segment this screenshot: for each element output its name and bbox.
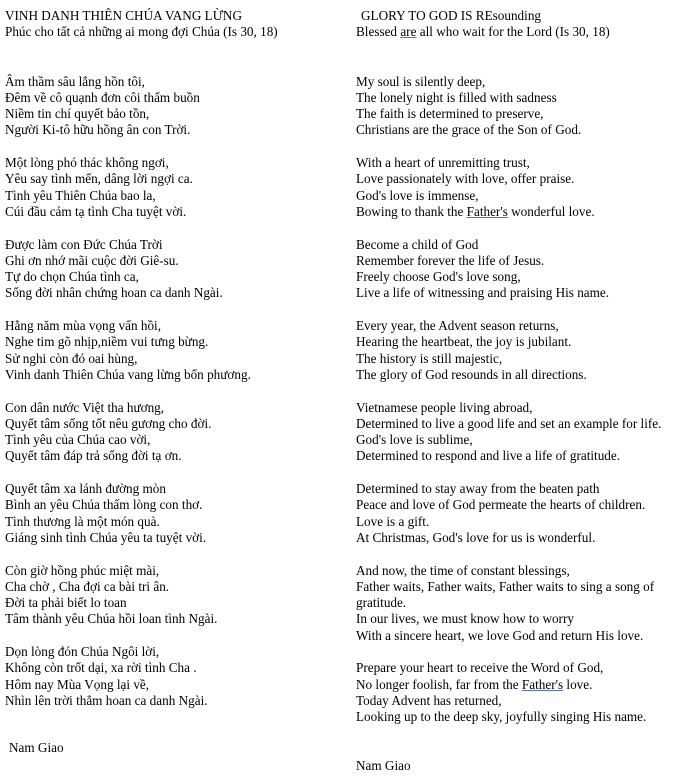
verse-line: No longer foolish, far from the Father's love.: [356, 676, 593, 692]
verse-line: Become a child of God: [356, 236, 479, 252]
verse-line: Quyết tâm xa lánh đường mòn: [5, 481, 166, 497]
english-poem-column: [356, 8, 690, 725]
verse-line: Quyết tâm đáp trả sống đời tạ ơn.: [5, 448, 182, 464]
verse-line: Love passionately with love, offer praise.: [356, 171, 575, 187]
verse-line: Một lòng phó thác không ngơi,: [5, 155, 169, 171]
verse-line: My soul is silently deep,: [356, 73, 486, 89]
verse-line: Tâm thành yêu Chúa hồi loan tình Ngài.: [5, 611, 218, 627]
verse-line: Nghe tim gõ nhịp,niềm vui tưng bừng.: [5, 334, 209, 350]
spellcheck-underline: Father's: [466, 203, 508, 219]
verse-line: Giáng sinh tình Chúa yêu ta tuyệt vời.: [5, 529, 207, 545]
verse-line: Tình thương là một món quà.: [5, 513, 160, 529]
verse-line: Vinh danh Thiên Chúa vang lừng bốn phương.: [5, 366, 251, 382]
verse-line: Vietnamese people living abroad,: [356, 399, 533, 415]
signature-en: Nam Giao: [356, 758, 411, 773]
verse-line: Sống đời nhân chứng hoan ca danh Ngài.: [5, 285, 223, 301]
verse-line: Determined to live a good life and set an example for life.: [356, 415, 662, 431]
verse-line: Được làm con Đức Chúa Trời: [5, 236, 163, 252]
verse-line: Hearing the heartbeat, the joy is jubilant.: [356, 334, 572, 350]
verse-line: At Christmas, God's love for us is wonderful.: [356, 529, 596, 545]
verse-line: Tình yêu Thiên Chúa bao la,: [5, 187, 156, 203]
verse-line: God's love is sublime,: [356, 432, 473, 448]
verse-line: Quyết tâm sống tốt nêu gương cho đời.: [5, 415, 212, 431]
verse-line: Còn giờ hồng phúc miệt mài,: [5, 562, 160, 578]
vietnamese-poem-column: [5, 8, 340, 709]
verse-line: Âm thầm sâu lắng hồn tôi,: [5, 73, 145, 89]
poem-title-vi: VINH DANH THIÊN CHÚA VANG LỪNG: [5, 8, 242, 23]
verse-line: Today Advent has returned,: [356, 692, 502, 708]
verse-line: Tình yêu của Chúa cao vời,: [5, 432, 151, 448]
verse-line: Người Ki-tô hữu hồng ân con Trời.: [5, 122, 191, 138]
poem-title-en: GLORY TO GOD IS REsounding: [361, 8, 542, 23]
verse-line: Tự do chọn Chúa tình ca,: [5, 269, 139, 285]
verse-line: Freely choose God's love song,: [356, 269, 521, 285]
verse-line: In our lives, we must know how to worry: [356, 611, 574, 627]
verse-line: Ghi ơn nhớ mãi cuộc đời Giê-su.: [5, 252, 179, 268]
verse-line: Đêm về cô quạnh đơn côi thẩm buồn: [5, 89, 200, 105]
verse-line: Con dân nước Việt tha hương,: [5, 399, 165, 415]
spellcheck-underline: Father's: [521, 676, 564, 692]
verse-line: Peace and love of God permeate the hearts of children.: [356, 497, 646, 513]
verse-line: Christians are the grace of the Son of God.: [356, 122, 582, 138]
verse-line: Bowing to thank the Father's wonderful love.: [356, 203, 595, 219]
poem-subtitle-vi: Phúc cho tất cả những ai mong đợi Chúa (Is 30, 18): [5, 24, 278, 40]
verse-line: The faith is determined to preserve,: [356, 106, 544, 122]
verse-line: Dọn lòng đón Chúa Ngôi lời,: [5, 643, 160, 659]
verse-line: Prepare your heart to receive the Word of God,: [356, 660, 604, 676]
verse-line: Cúi đầu cảm tạ tình Cha tuyệt vời.: [5, 203, 187, 219]
verse-line: Niềm tin chí quyết bảo tồn,: [5, 106, 150, 122]
verse-line: Hằng năm mùa vọng vấn hồi,: [5, 318, 162, 334]
verse-line: Nhìn lên trời thẳm hoan ca danh Ngài.: [5, 692, 208, 708]
spellcheck-underline: are: [400, 24, 417, 40]
verse-line: Father waits, Father waits, Father waits to sing a song of gratitude.: [356, 578, 655, 611]
verse-line: The history is still majestic,: [356, 350, 503, 366]
verse-line: Đời ta phải biết lo toan: [5, 595, 127, 611]
verse-line: And now, the time of constant blessings,: [356, 562, 570, 578]
verse-line: Bình an yêu Chúa thấm lòng con thơ.: [5, 497, 203, 513]
verse-line: With a sincere heart, we love God and return His love.: [356, 627, 644, 643]
verse-line: The glory of God resounds in all directions.: [356, 366, 587, 382]
verse-line: With a heart of unremitting trust,: [356, 155, 530, 171]
poem-subtitle-en: Blessed are all who wait for the Lord (Is 30, 18): [356, 24, 610, 40]
verse-line: Remember forever the life of Jesus.: [356, 252, 545, 268]
verse-line: Yêu say tình mến, dâng lời ngợi ca.: [5, 171, 193, 187]
verse-line: Determined to stay away from the beaten path: [356, 481, 600, 497]
verse-line: The lonely night is filled with sadness: [356, 89, 557, 105]
verse-line: Không còn trốt dại, xa rời tình Cha .: [5, 660, 197, 676]
verse-line: Looking up to the deep sky, joyfully singing His name.: [356, 709, 647, 725]
signature-vi: Nam Giao: [9, 740, 64, 755]
verse-line: Cha chờ , Cha đợi ca bài tri ân.: [5, 578, 170, 594]
verse-line: Live a life of witnessing and praising His name.: [356, 285, 610, 301]
verse-line: Every year, the Advent season returns,: [356, 318, 559, 334]
verse-line: Sử nghi còn đó oai hùng,: [5, 350, 138, 366]
verse-line: Determined to respond and live a life of gratitude.: [356, 448, 621, 464]
verse-line: God's love is immense,: [356, 187, 479, 203]
verse-line: Love is a gift.: [356, 513, 430, 529]
verse-line: Hôm nay Mùa Vọng lại về,: [5, 676, 150, 692]
